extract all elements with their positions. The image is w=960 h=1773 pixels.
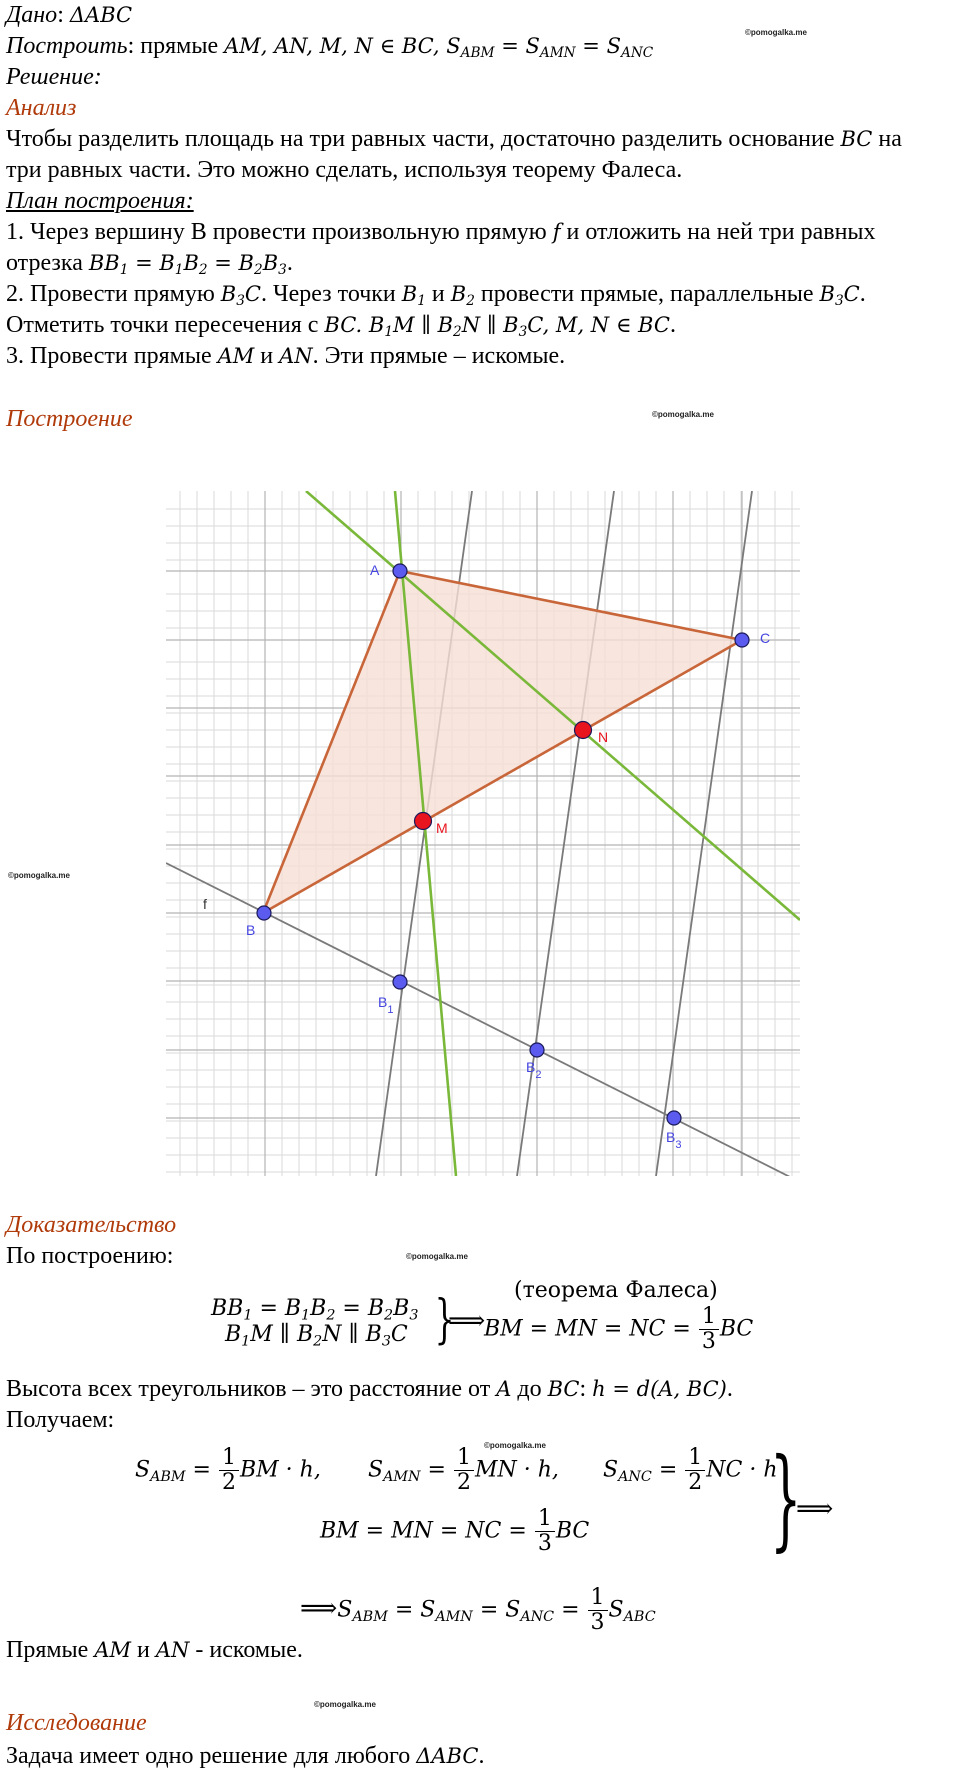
construct-line: Построить: прямые AM, AN, M, N ∈ BC, $S_{ABM} = S_{AMN} = S_{ANC}$ <box>6 33 654 62</box>
plan-step1a: 1. Через вершину В провести произвольную прямую f и отложить на ней три равных <box>6 219 876 245</box>
point-b <box>257 906 271 920</box>
plan-step3: 3. Провести прямые AM и AN. Эти прямые – искомые. <box>6 343 566 369</box>
height-line: Высота всех треугольников – это расстояние от A до BC: h = d(A, BC). <box>6 1376 733 1402</box>
plan-heading: План построения: <box>6 188 194 214</box>
thales-note: (теорема Фалеса) <box>514 1278 718 1303</box>
point-c <box>735 633 749 647</box>
watermark: ©pomogalka.me <box>745 28 807 37</box>
get-label: Получаем: <box>6 1407 115 1433</box>
eq-s2: $S_{AMN}$ = $\frac{1}{2}$ MN · h, <box>368 1445 559 1495</box>
point-b2 <box>530 1043 544 1057</box>
watermark: ©pomogalka.me <box>484 1441 546 1450</box>
label-m: M <box>436 820 448 836</box>
proof-intro: По построению: <box>6 1243 174 1269</box>
given-label: Дано <box>6 2 58 28</box>
label-f: f <box>203 896 207 912</box>
label-a: A <box>370 562 380 578</box>
eq-final: $⟹S_{ABM} = S_{AMN} = S_{ANC}$ = $\frac{1}{3}$ $S_{ABC}$ <box>300 1585 656 1635</box>
watermark: ©pomogalka.me <box>8 871 70 880</box>
point-b3 <box>667 1111 681 1125</box>
conclusion: Прямые AM и AN - искомые. <box>6 1637 303 1663</box>
label-b: B <box>246 922 256 938</box>
point-n <box>575 722 592 739</box>
implies: ⟹ <box>448 1306 486 1336</box>
implies2: ⟹ <box>796 1494 834 1524</box>
research-heading: Исследование <box>6 1710 147 1736</box>
proof-heading: Доказательство <box>6 1212 177 1238</box>
brace: } <box>434 1290 455 1350</box>
eq-bb1: $BB_1 = B_1B_2 = B_2B_3$ <box>211 1296 419 1324</box>
given-line: Дано: ΔABC <box>6 2 133 28</box>
eq-result: BM = MN = NC = $\frac{1}{3}$ BC <box>484 1304 754 1354</box>
construction-heading: Построение <box>6 406 133 432</box>
plan-step2a: 2. Провести прямую $B_3C$. Через точки $B_1$ и $B_2$ провести прямые, параллельные $B_3C$. <box>6 281 866 310</box>
watermark: ©pomogalka.me <box>652 410 714 419</box>
brace2: } <box>770 1434 802 1562</box>
given-value: ΔABC <box>69 3 133 27</box>
analysis-line1: Чтобы разделить площадь на три равных части, достаточно разделить основание BC на <box>6 126 902 152</box>
label-n: N <box>598 729 609 745</box>
analysis-heading: Анализ <box>6 95 77 121</box>
eq-s3: $S_{ANC}$ = $\frac{1}{2}$ NC · h <box>603 1445 778 1495</box>
point-a <box>393 564 407 578</box>
label-b2: $B_2$ <box>526 1059 542 1081</box>
construct-label: Построить <box>6 33 128 59</box>
research-text: Задача имеет одно решение для любого ΔABC. <box>6 1743 485 1769</box>
eq-s1: $S_{ABM}$ = $\frac{1}{2}$ BM · h, <box>135 1445 321 1495</box>
plan-step1b: отрезка $BB_1 = B_1B_2 = B_2B_3$. <box>6 250 293 279</box>
watermark: ©pomogalka.me <box>314 1700 376 1709</box>
eq-bc: BM = MN = NC = $\frac{1}{3}$ BC <box>320 1506 590 1556</box>
analysis-line2: три равных части. Это можно сделать, используя теорему Фалеса. <box>6 157 683 183</box>
solution-label: Решение: <box>6 64 102 90</box>
point-m <box>415 813 432 830</box>
watermark: ©pomogalka.me <box>406 1252 468 1261</box>
label-c: C <box>760 630 771 646</box>
label-b1: $B_1$ <box>378 994 394 1016</box>
plan-step2b: Отметить точки пересечения с BC. $B_1M$ ∥ $B_2N$ ∥ $B_3C$, M, N ∈ BC. <box>6 312 676 341</box>
point-b1 <box>393 975 407 989</box>
label-b3: $B_3$ <box>666 1129 682 1151</box>
eq-parallel: $B_1M$ ∥ $B_2N$ ∥ $B_3C$ <box>225 1322 408 1350</box>
